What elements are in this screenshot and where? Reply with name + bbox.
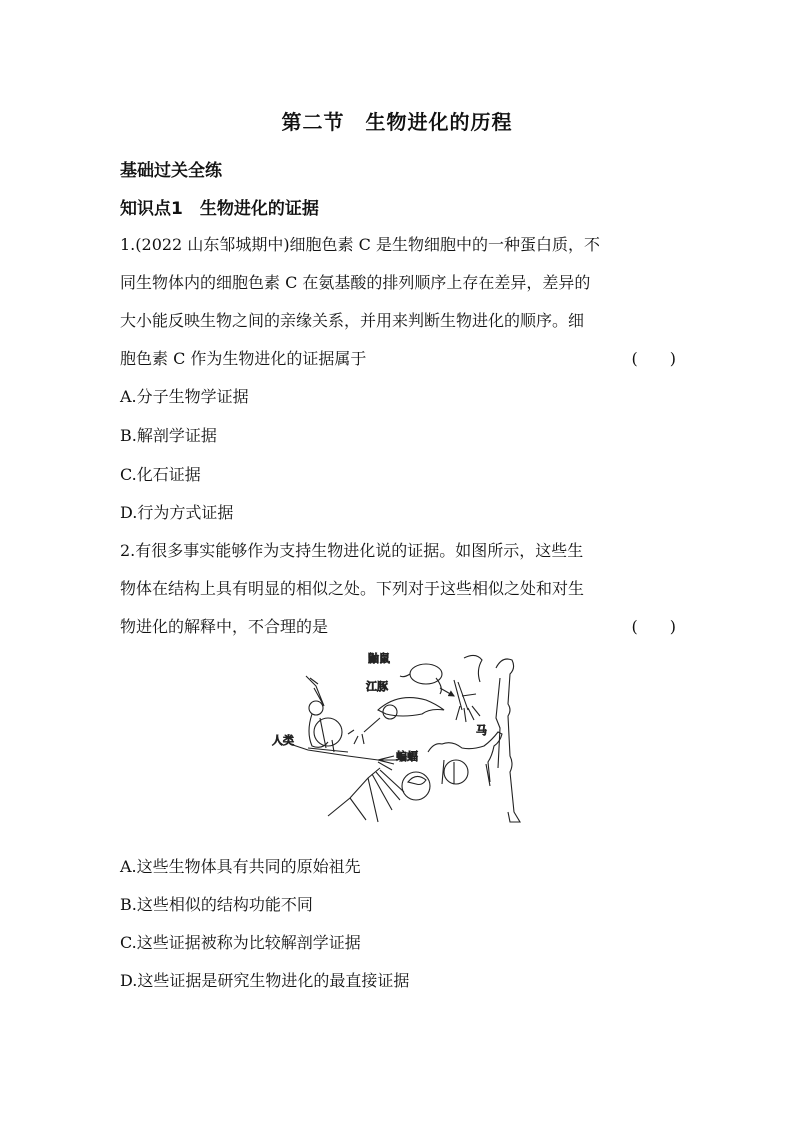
- q2-line-2: 物体在结构上具有明显的相似之处。下列对于这些相似之处和对生: [120, 579, 585, 598]
- q1-line-1: 1.(2022 山东邹城期中)细胞色素 C 是生物细胞中的一种蛋白质，不: [120, 235, 600, 254]
- q2-option-d: D.这些证据是研究生物进化的最直接证据: [120, 971, 410, 990]
- homologous-limbs-figure: [268, 648, 528, 834]
- q1-option-a: A.分子生物学证据: [120, 387, 249, 406]
- q1-line-4: [120, 346, 676, 369]
- dolphin-illustration: [348, 698, 444, 744]
- bat-label: 蝙蝠: [396, 750, 418, 763]
- dolphin-label: 江豚: [366, 680, 388, 693]
- q2-line-1: 2.有很多事实能够作为支持生物进化说的证据。如图所示，这些生: [120, 541, 584, 560]
- section-heading: 基础过关全练: [120, 161, 222, 181]
- mole-illustration: [400, 655, 482, 722]
- q2-option-b: B.这些相似的结构功能不同: [120, 895, 313, 914]
- page-title: 第二节 生物进化的历程: [281, 110, 513, 134]
- mole-label: 鼬鼠: [368, 652, 390, 665]
- q2-option-a: A.这些生物体具有共同的原始祖先: [120, 857, 361, 876]
- human-label: 人类: [272, 734, 294, 747]
- q2-line-3: [120, 614, 676, 637]
- q1-option-c: C.化石证据: [120, 465, 201, 484]
- q1-line-3: 大小能反映生物之间的亲缘关系，并用来判断生物进化的顺序。细: [120, 311, 585, 330]
- q1-answer-blank: ( ): [631, 349, 676, 368]
- q1-stem-end: 胞色素 C 作为生物进化的证据属于: [120, 349, 367, 368]
- bat-illustration: [328, 768, 430, 822]
- q1-option-d: D.行为方式证据: [120, 503, 234, 522]
- knowledge-point-heading: 知识点1 生物进化的证据: [120, 199, 319, 219]
- q1-line-2: 同生物体内的细胞色素 C 在氨基酸的排列顺序上存在差异，差异的: [120, 273, 591, 292]
- q1-option-b: B.解剖学证据: [120, 426, 217, 445]
- horse-illustration: [428, 659, 520, 822]
- horse-label: 马: [476, 724, 487, 737]
- q2-stem-end: 物进化的解释中，不合理的是: [120, 617, 329, 636]
- q2-option-c: C.这些证据被称为比较解剖学证据: [120, 933, 361, 952]
- q2-answer-blank: ( ): [631, 617, 676, 636]
